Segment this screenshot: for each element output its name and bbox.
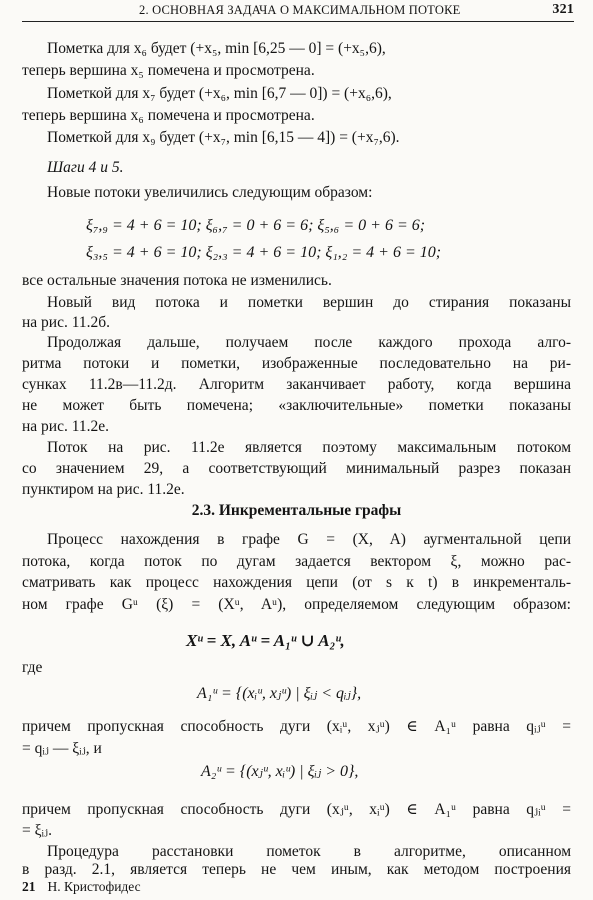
text-line: Новые потоки увеличились следующим образом:: [47, 184, 373, 201]
signature-mark: 21: [22, 879, 36, 894]
text-line: сматривать как процесс нахождения цепи (от s к t) в инкременталь-: [22, 574, 571, 591]
text-line: ном графе Gᵘ (ξ) = (Xᵘ, Aᵘ), определяемом следующим образом:: [22, 596, 571, 613]
page-number: 321: [552, 2, 574, 17]
text-line: потока, когда поток по дугам задается вектором ξ, можно рас-: [22, 553, 571, 570]
text-line: пунктиром на рис. 11.2е.: [22, 481, 185, 498]
author-name: Н. Кристофидес: [47, 879, 141, 894]
text-line: Новый вид потока и пометки вершин до стирания показаны: [47, 294, 571, 311]
text-line: Пометкой для x₇ будет (+x₆, min [6,7 — 0]) = (+x₆,6),: [47, 85, 392, 102]
text-line: теперь вершина x₆ помечена и просмотрена.: [22, 107, 315, 124]
main-formula: Xᵘ = X, Aᵘ = A₁ᵘ ∪ A₂ᵘ,: [186, 631, 345, 650]
text-line: на рис. 11.2б.: [22, 314, 111, 331]
flow-equation: ξ₃,₅ = 4 + 6 = 10; ξ₂,₃ = 4 + 6 = 10; ξ₁,₂ = 4 + 6 = 10;: [86, 244, 442, 261]
text-line: Пометка для x₆ будет (+x₅, min [6,25 — 0] = (+x₅,6),: [47, 40, 386, 57]
text-line: = qᵢⱼ — ξᵢⱼ, и: [22, 740, 102, 757]
text-line: = ξᵢⱼ.: [22, 822, 53, 839]
text-line: Процесс нахождения в графе G = (X, A) аугментальной цепи: [47, 531, 571, 548]
text-line: в разд. 2.1, является теперь не чем иным, как методом построения: [22, 861, 571, 878]
text-line: не может быть помечена; «заключительные» пометки показаны: [22, 397, 571, 414]
text-line: теперь вершина x₅ помечена и просмотрена.: [22, 62, 315, 79]
text-line: со значением 29, а соответствующий минимальный разрез показан: [22, 460, 571, 477]
section-heading: 2.3. Инкрементальные графы: [191, 502, 402, 519]
text-line: Поток на рис. 11.2е является поэтому максимальным потоком: [47, 439, 571, 456]
flow-equation: ξ₇,₉ = 4 + 6 = 10; ξ₆,₇ = 0 + 6 = 6; ξ₅,₆ = 0 + 6 = 6;: [86, 217, 426, 234]
header-title: 2. ОСНОВНАЯ ЗАДАЧА О МАКСИМАЛЬНОМ ПОТОКЕ: [139, 3, 461, 17]
text-line: причем пропускная способность дуги (xⱼᵘ, xᵢᵘ) ∈ A₁ᵘ равна qⱼᵢᵘ =: [22, 801, 571, 818]
text-line: ритма потоки и пометки, изображенные последовательно на ри-: [22, 355, 571, 372]
set-a1-formula: A₁ᵘ = {(xᵢᵘ, xⱼᵘ) | ξᵢⱼ < qᵢⱼ},: [197, 685, 362, 702]
set-a2-formula: A₂ᵘ = {(xⱼᵘ, xᵢᵘ) | ξᵢⱼ > 0},: [201, 763, 359, 780]
text-line: сунках 11.2в—11.2д. Алгоритм заканчивает работу, когда вершина: [22, 376, 571, 393]
text-line: Пометкой для x₉ будет (+x₇, min [6,15 — 4]) = (+x₇,6).: [47, 129, 400, 146]
text-line: причем пропускная способность дуги (xᵢᵘ, xⱼᵘ) ∈ A₁ᵘ равна qᵢⱼᵘ =: [22, 718, 571, 735]
running-header: [22, 1, 574, 22]
text-line: Процедура расстановки пометок в алгоритме, описанном: [47, 843, 571, 860]
step-heading: Шаги 4 и 5.: [47, 159, 124, 176]
text-line: все остальные значения потока не изменились.: [22, 272, 332, 289]
where-label: где: [22, 659, 43, 676]
text-line: Продолжая дальше, получаем после каждого прохода алго-: [47, 334, 571, 351]
text-line: на рис. 11.2е.: [22, 418, 110, 435]
footer: [22, 879, 141, 895]
